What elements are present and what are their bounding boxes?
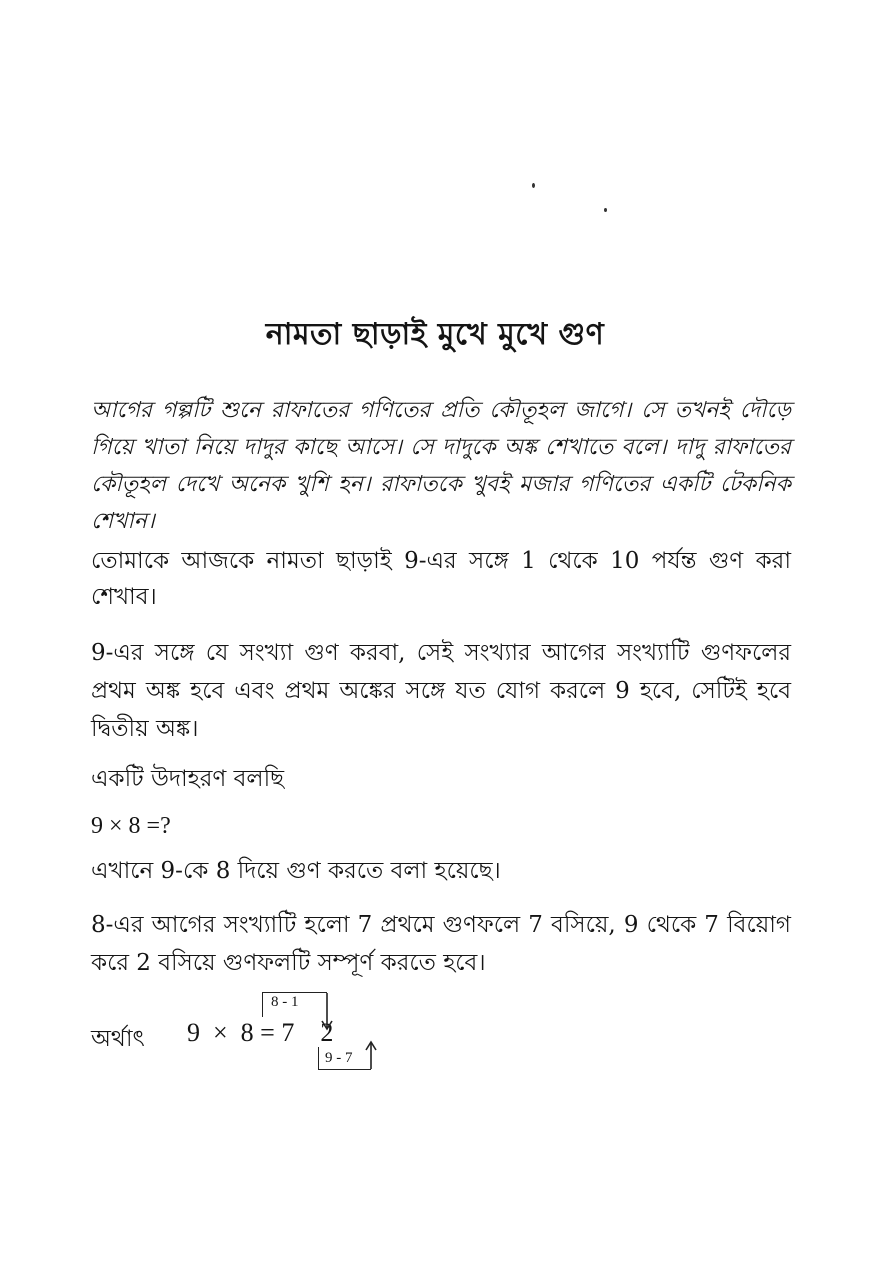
paragraph-3: একটি উদাহরণ বলছি (91, 766, 285, 792)
equation-question: 9 × 8 =? (91, 813, 171, 839)
top-bracket (262, 992, 327, 1017)
formula-expression: 9 × 8 = 7 2 (187, 1018, 334, 1047)
print-speck (532, 183, 535, 188)
print-speck (604, 208, 607, 212)
formula-word: অর্থাৎ (91, 1026, 145, 1052)
arrow-down-icon (320, 992, 334, 1032)
paragraph-1: তোমাকে আজকে নামতা ছাড়াই 9-এর সঙ্গে 1 থেকে 10 পর্যন্ত গুণ করা শেখাব। (91, 548, 791, 610)
intro-paragraph: আগের গল্পটি শুনে রাফাতের গণিতের প্রতি কৌতূহল জাগে। সে তখনই দৌড়ে গিয়ে খাতা নিয়ে দাদুর কাছে আসে। সে দাদুকে অঙ্ক শেখাতে বলে। দাদু রাফাতের কৌতূহল দেখে অনেক খুশি হন। রাফাতকে খুবই মজার গণিতের একটি টেকনিক শেখান। (91, 398, 791, 534)
page-title: নামতা ছাড়াই মুখে মুখে গুণ (265, 317, 605, 352)
paragraph-5: 8-এর আগের সংখ্যাটি হলো 7 প্রথমে গুণফলে 7 বসিয়ে, 9 থেকে 7 বিয়োগ করে 2 বসিয়ে গুণফলটি সম্পূর্ণ করতে হবে। (91, 912, 791, 976)
arrow-up-icon (364, 1040, 378, 1070)
paragraph-4: এখানে 9-কে 8 দিয়ে গুণ করতে বলা হয়েছে। (91, 858, 501, 884)
top-bracket-label: 8 - 1 (271, 994, 299, 1010)
formula-line (91, 1020, 491, 1050)
paragraph-2: 9-এর সঙ্গে যে সংখ্যা গুণ করবা, সেই সংখ্যার আগের সংখ্যাটি গুণফলের প্রথম অঙ্ক হবে এবং প্রথম অঙ্কের সঙ্গে যত যোগ করলে 9 হবে, সেটিই হবে দ্বিতীয় অঙ্ক। (91, 640, 791, 742)
bottom-bracket-label: 9 - 7 (325, 1050, 353, 1066)
